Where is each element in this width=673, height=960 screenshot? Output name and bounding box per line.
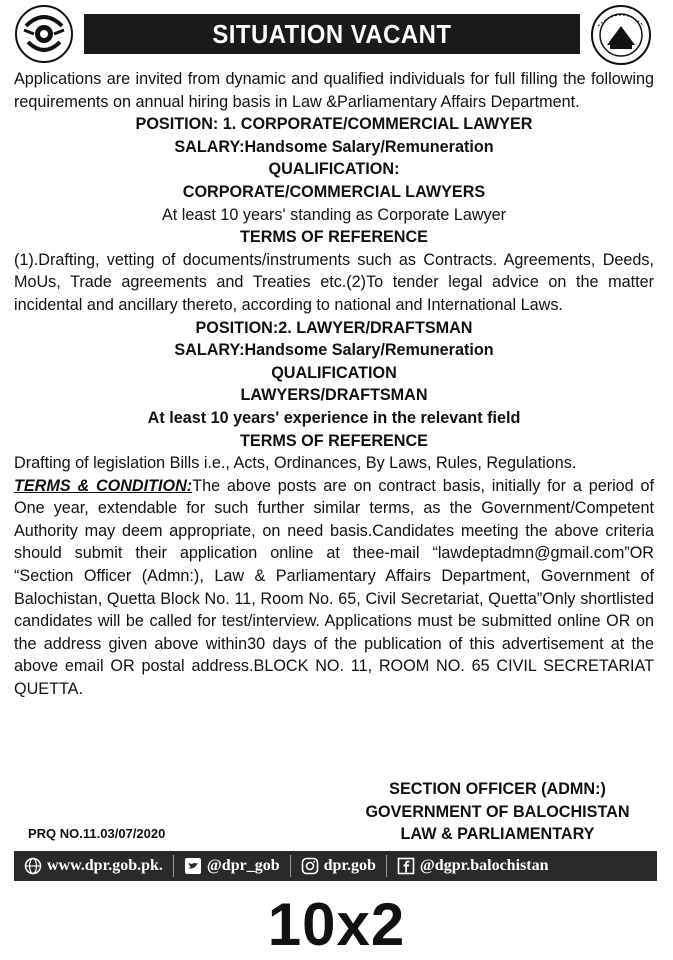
position1-qualification: CORPORATE/COMMERCIAL LAWYERS — [182, 182, 486, 201]
facebook-icon — [397, 857, 415, 875]
position1-salary: SALARY:Handsome Salary/Remuneration — [174, 137, 494, 156]
prq-number: PRQ NO.11.03/07/2020 — [28, 826, 166, 841]
position2-qualification-heading: QUALIFICATION — [271, 363, 397, 382]
position1-qualification-heading: QUALIFICATION: — [268, 160, 400, 179]
position2-title: POSITION:2. LAWYER/DRAFTSMAN — [195, 318, 473, 337]
footer-instagram[interactable] — [301, 857, 376, 875]
position2-salary: SALARY:Handsome Salary/Remuneration — [174, 341, 494, 360]
position1-tor-text: (1).Drafting, vetting of documents/instruments such as Contracts. Agreements, Deeds, MoUs, Trade agreements and Treaties etc.(2)To tender legal advice on the matter incidental and ancillary thereto, according to national and International Laws. — [14, 250, 654, 314]
title-banner — [84, 14, 580, 54]
position2-tor-text: Drafting of legislation Bills i.e., Acts, Ordinances, By Laws, Rules, Regulations. — [14, 454, 577, 473]
intro-text: Applications are invited from dynamic and qualified individuals for full filling the following requirements on annual hiring basis in Law &Parliamentary Affairs Department. — [14, 70, 654, 111]
footer-divider — [173, 855, 174, 877]
instagram-icon — [301, 857, 319, 875]
twitter-text: @dpr_gob — [206, 857, 280, 874]
footer-divider — [386, 855, 387, 877]
position2-tor-heading: TERMS OF REFERENCE — [240, 431, 428, 450]
footer-divider — [290, 855, 291, 877]
signature-line3: LAW & PARLIAMENTARY — [400, 825, 595, 844]
facebook-text: @dgpr.balochistan — [419, 857, 549, 874]
position1-tor-heading: TERMS OF REFERENCE — [240, 228, 428, 247]
website-text: www.dpr.gob.pk. — [47, 857, 163, 874]
footer-facebook[interactable] — [397, 857, 549, 875]
position1-experience: At least 10 years' standing as Corporate Lawyer — [161, 205, 507, 224]
signature-block — [340, 778, 655, 846]
globe-icon — [24, 857, 42, 875]
terms-label: TERMS & CONDITION: — [14, 476, 193, 495]
page-title: SITUATION VACANT — [212, 18, 452, 49]
position1-title: POSITION: 1. CORPORATE/COMMERCIAL LAWYER — [135, 115, 533, 134]
dgpr-seal-icon — [590, 4, 652, 66]
footer-website[interactable] — [24, 857, 163, 875]
terms-text: The above posts are on contract basis, initially for a period of One year, extendable for such further similar terms, as the Government/Competent Authority may deem appropriate, on need basis.Candidates meeting the above criteria should submit their application online at thee-mail “lawdeptadmn@gmail.com”OR “Section Officer (Admn:), Law & Parliamentary Affairs Department, Government of Balochistan, Quetta Block No. 11, Room No. 65, Civil Secretariat, Quetta”Only shortlisted candidates will be called for test/interview. Applications must be submitted online OR on the address given above within30 days of the publication of this advertisement at the above email OR postal address.BLOCK NO. 11, ROOM NO. 65 CIVIL SECRETARIAT QUETTA. — [14, 476, 654, 699]
signature-line1: SECTION OFFICER (ADMN:) — [389, 780, 606, 798]
footer-twitter[interactable] — [184, 857, 280, 875]
instagram-text: dpr.gob — [323, 857, 376, 874]
position2-qualification: LAWYERS/DRAFTSMAN — [240, 386, 428, 405]
signature-line2: GOVERNMENT OF BALOCHISTAN — [365, 802, 630, 821]
twitter-icon — [184, 857, 202, 875]
advertisement-body — [14, 68, 654, 701]
header — [0, 0, 673, 68]
position2-experience: At least 10 years' experience in the relevant field — [147, 408, 521, 427]
terms-paragraph — [14, 475, 654, 701]
footer-bar — [14, 851, 657, 881]
balochistan-emblem-icon — [14, 4, 74, 64]
ad-size-code: 10x2 — [267, 891, 406, 958]
